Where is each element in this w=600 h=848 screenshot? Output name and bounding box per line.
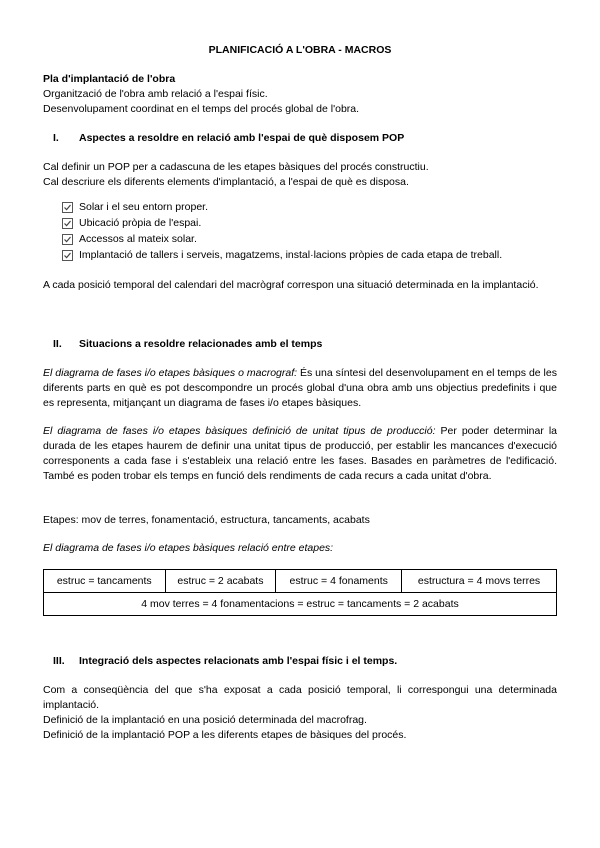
checked-box-icon	[62, 218, 73, 229]
table-cell: estruc = 4 fonaments	[276, 570, 402, 593]
checked-box-icon	[62, 250, 73, 261]
diagram-caption: El diagrama de fases i/o etapes bàsiques relació entre etapes:	[43, 542, 334, 554]
body-line: Cal definir un POP per a cadascuna de les etapes bàsiques del procés constructiu.	[43, 161, 429, 173]
body-line: Definició de la implantació POP a les diferents etapes de bàsiques del procés.	[43, 729, 407, 741]
table-cell: estruc = tancaments	[44, 570, 166, 593]
section-number: II.	[53, 338, 62, 350]
checklist-item-label: Implantació de tallers i serveis, magatzems, instal·lacions pròpies de cada etapa de treball.	[79, 249, 503, 261]
section-2-heading	[53, 337, 322, 352]
phase-relation-table	[43, 569, 557, 616]
intro-block	[43, 72, 557, 117]
checklist-item	[62, 247, 502, 263]
term-label: El diagrama de fases i/o etapes bàsiques definició de unitat tipus de producció:	[43, 425, 436, 437]
section-title: Situacions a resoldre relacionades amb el temps	[79, 338, 323, 350]
intro-line: Desenvolupament coordinat en el temps del procés global de l'obra.	[43, 103, 360, 115]
intro-heading: Pla d'implantació de l'obra	[43, 73, 176, 85]
checklist-item-label: Solar i el seu entorn proper.	[79, 201, 208, 213]
checklist-item	[62, 199, 502, 215]
body-line: Definició de la implantació en una posició determinada del macrofrag.	[43, 714, 367, 726]
section-title: Aspectes a resoldre en relació amb l'espai de què disposem POP	[79, 132, 405, 144]
page-title: PLANIFICACIÓ A L'OBRA - MACROS	[208, 44, 392, 56]
section-1-closing: A cada posició temporal del calendari del macrògraf correspon una situació determinada en la implantació.	[43, 279, 539, 291]
body-paragraph: Com a conseqüència del que s'ha exposat a cada posició temporal, li correspongui una determinada implantació.	[43, 684, 557, 711]
term-label: El diagrama de fases i/o etapes bàsiques o macrograf:	[43, 367, 298, 379]
section-1-heading	[53, 131, 404, 146]
checklist-item-label: Accessos al mateix solar.	[79, 233, 197, 245]
section-title: Integració dels aspectes relacionats amb l'espai físic i el temps.	[79, 655, 398, 667]
checklist-item	[62, 215, 502, 231]
section-2-paragraph-2	[43, 424, 557, 484]
section-number: I.	[53, 132, 59, 144]
table-cell: estructura = 4 movs terres	[402, 570, 557, 593]
checklist-item	[62, 231, 502, 247]
table-row	[44, 593, 557, 616]
section-number: III.	[53, 655, 65, 667]
section-3-body	[43, 683, 557, 743]
table-cell: estruc = 2 acabats	[165, 570, 276, 593]
section-1-lines	[43, 160, 557, 190]
section-3-heading	[53, 654, 397, 669]
table-cell: 4 mov terres = 4 fonamentacions = estruc = tancaments = 2 acabats	[44, 593, 557, 616]
checklist-item-label: Ubicació pròpia de l'espai.	[79, 217, 202, 229]
checklist	[62, 199, 502, 263]
paragraph-text: Per poder determinar la durada de les etapes haurem de definir una unitat tipus de producció, per establir les mancances d'execució corresponents a cada fase i s'estableix una relació entre les fases. Basades en paràmetres de l'edificació. També es poden trobar els temps en funció dels rendiments de cada recurs a cada unitat d'obra.	[43, 425, 557, 482]
table-row	[44, 570, 557, 593]
intro-line: Organització de l'obra amb relació a l'espai físic.	[43, 88, 268, 100]
stages-line: Etapes: mov de terres, fonamentació, estructura, tancaments, acabats	[43, 514, 370, 526]
body-line: Cal descriure els diferents elements d'implantació, a l'espai de què es disposa.	[43, 176, 409, 188]
section-2-paragraph-1	[43, 366, 557, 411]
checked-box-icon	[62, 234, 73, 245]
checked-box-icon	[62, 202, 73, 213]
paragraph-text: És una síntesi del desenvolupament en el temps de les diferents parts en què es pot descompondre un procés global d'una obra amb uns objectius predefinits i que es representa, mitjançant un diagrama de fases i/o etapes bàsiques.	[43, 367, 557, 409]
